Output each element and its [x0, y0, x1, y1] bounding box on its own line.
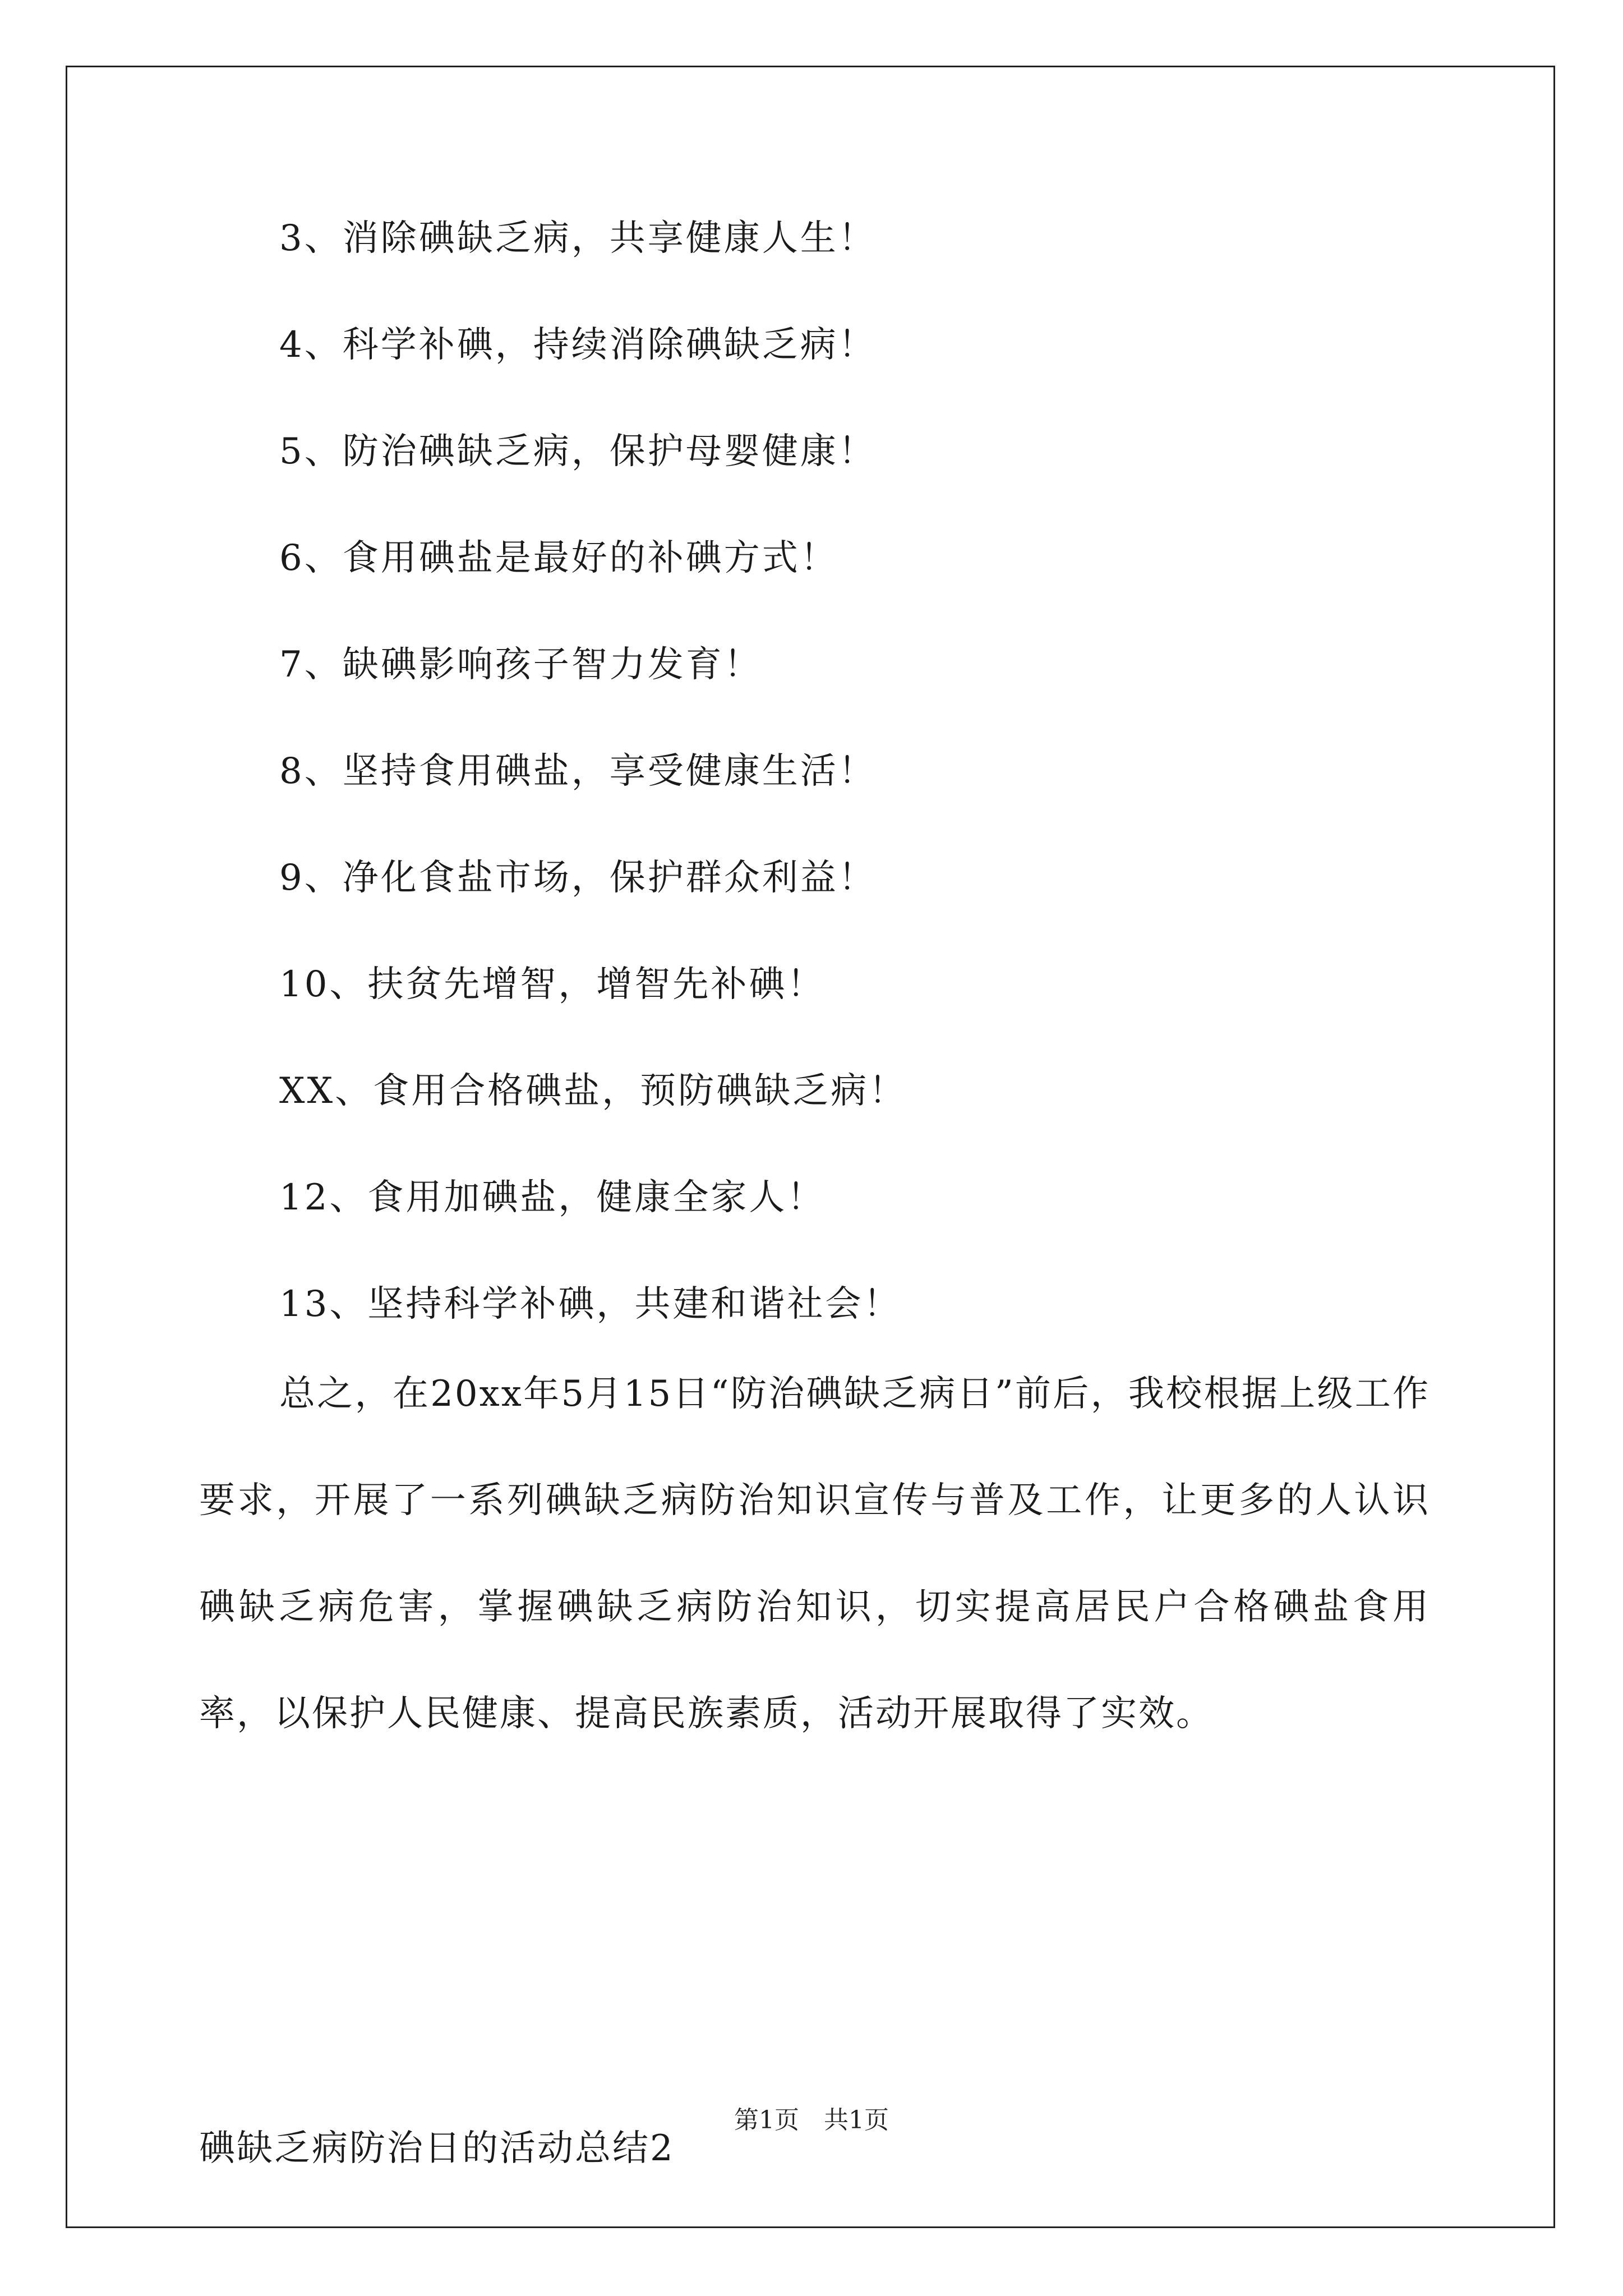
summary-paragraph: 总之，在20xx年5月15日“防治碘缺乏病日”前后，我校根据上级工作要求，开展了一系列碘缺乏病防治知识宣传与普及工作，让更多的人认识碘缺乏病危害，掌握碘缺乏病防治知识，切实提高居民户合格碘盐食用率，以保护人民健康、提高民族素质，活动开展取得了实效。: [199, 1373, 1430, 1734]
slogan-item: 4、科学补碘，持续消除碘缺乏病！: [279, 324, 877, 366]
slogan-item: 6、食用碘盐是最好的补碘方式！: [279, 537, 838, 579]
slogan-item: 13、坚持科学补碘，共建和谐社会！: [279, 1283, 902, 1325]
slogan-item: 10、扶贫先增智，增智先补碘！: [279, 964, 826, 1005]
slogan-item: 7、缺碘影响孩子智力发育！: [279, 644, 762, 685]
page-border: [66, 66, 1555, 2228]
section-heading: 碘缺乏病防治日的活动总结2: [199, 2128, 675, 2169]
slogan-item: 12、食用加碘盐，健康全家人！: [279, 1177, 826, 1218]
slogan-item: 8、坚持食用碘盐，享受健康生活！: [279, 751, 877, 792]
slogan-item: XX、食用合格碘盐，预防碘缺乏病！: [279, 1070, 907, 1112]
slogan-item: 5、防治碘缺乏病，保护母婴健康！: [279, 431, 877, 472]
slogan-item: 9、净化食盐市场，保护群众利益！: [279, 857, 877, 899]
slogan-item: 3、消除碘缺乏病，共享健康人生！: [279, 218, 877, 259]
page-number-footer: 第1页 共1页: [734, 2106, 889, 2134]
